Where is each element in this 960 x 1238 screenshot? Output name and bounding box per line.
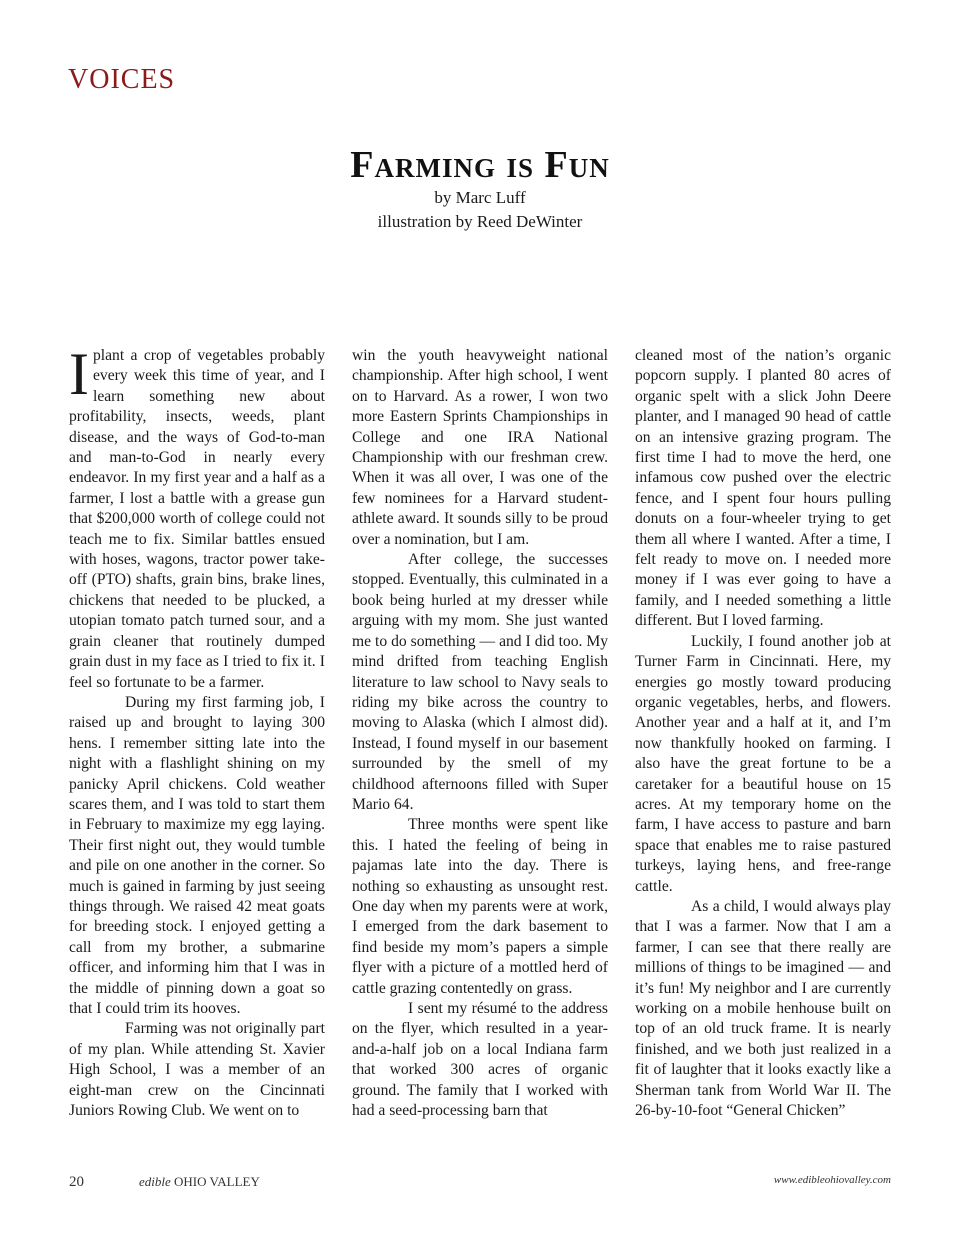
author-byline: by Marc Luff: [434, 188, 526, 207]
illustration-credit: illustration by Reed DeWinter: [377, 212, 583, 231]
paragraph: During my first farming job, I raised up and brought to laying 300 hens. I remember sitting late into the night with a flashlight shining on my panicky April chickens. Cold weather scares them, and I was told to start them in February to maximize my egg laying. Their first night out, they would tumble and pile on one another in the corner. So much is gained in farming by just seeing things through. We raised 42 meat goats for breeding stock. I enjoyed getting a call from my brother, a submarine officer, and informing him that I was in the middle of pinning down a goat so that I could trim its hooves.: [69, 693, 325, 1017]
column-1: [69, 341, 325, 1166]
paragraph: win the youth heavyweight national championship. After high school, I went on to Harvard. As a rower, I won two more Eastern Sprints Championships in College and one IRA National Championship with our freshman crew. When it was all over, I was one of the few nominees for a Harvard student-athlete award. It sounds silly to be proud over a nomination, but I am.: [352, 347, 608, 548]
article-title: Farming is Fun: [350, 144, 610, 186]
magazine-name-rest: OHIO VALLEY: [174, 1174, 260, 1189]
drop-cap: I: [69, 341, 89, 407]
section-label: VOICES: [68, 64, 176, 95]
paragraph: I sent my résumé to the address on the flyer, which resulted in a year-and-a-half job on a local Indiana farm that worked 300 acres of organic ground. The family that I worked with had a seed-processing barn that: [352, 1000, 608, 1120]
magazine-name: [139, 1174, 260, 1190]
column-3: [635, 346, 891, 1166]
paragraph: As a child, I would always play that I was a farmer. Now that I am a farmer, I can see that there really are millions of things to be imagined — and it’s fun! My neighbor and I are currently working on a mobile henhouse built on top of an old truck frame. It is nearly finished, and we both just realized in a fit of laughter that it looks exactly like a Sherman tank from World War II. The 26-by-10-foot “General Chicken”: [635, 897, 891, 1120]
magazine-name-italic: edible: [139, 1174, 171, 1189]
article-header: [0, 144, 960, 234]
paragraph: plant a crop of vegetables probably every week this time of year, and I learn something new about profitability, insects, weeds, plant disease, and the ways of God-to-man and man-to-God in nearly every endeavor. In my first year and a half as a farmer, I lost a battle with a grease gun that $200,000 worth of college could not teach me to fix. Similar battles ensued with hoses, wagons, tractor power take-off (PTO) shafts, grain bins, brake lines, chickens that needed to be plucked, a utopian tomato patch turned sour, and a grain cleaner that routinely dumped grain dust in my face as I tried to fix it. I feel so fortunate to be a farmer.: [69, 347, 325, 691]
paragraph: Farming was not originally part of my plan. While attending St. Xavier High School, I was a member of an eight-man crew on the Cincinnati Juniors Rowing Club. We went on to: [69, 1020, 325, 1120]
website-url[interactable]: www.edibleohiovalley.com: [773, 1174, 891, 1186]
article-body: [69, 341, 891, 1166]
page-footer: [69, 1174, 891, 1194]
paragraph: cleaned most of the nation’s organic popcorn supply. I planted 80 acres of organic spelt with a slick John Deere planter, and I managed 90 head of cattle on an intensive grazing program. The first time I had to move the herd, one infamous cow pushed over the electric fence, and I spent four hours pulling donuts on a four-wheeler trying to get them all where I wanted. After a time, I felt ready to move on. I needed more money if I was ever going to have a family, and I needed something a little different. But I loved farming.: [635, 347, 891, 630]
column-2: [352, 346, 608, 1166]
paragraph: Three months were spent like this. I hated the feeling of being in pajamas late into the day. There is nothing so exhausting as unsought rest. One day when my parents were at work, I emerged from the dark basement to find beside my mom’s papers a simple flyer with a picture of a mottled herd of cattle grazing contentedly on grass.: [352, 816, 608, 997]
page-number: 20: [69, 1174, 84, 1190]
paragraph: Luckily, I found another job at Turner Farm in Cincinnati. Here, my energies go mostly toward producing organic vegetables, herbs, and flowers. Another year and a half at it, and I’m now thankfully hooked on farming. I also have the great fortune to be a caretaker for a beautiful house on 15 acres. At my temporary home on the farm, I have access to pasture and barn space that enables me to raise pastured turkeys, laying hens, and free-range cattle.: [635, 632, 891, 895]
paragraph: After college, the successes stopped. Eventually, this culminated in a book being hurled at my dresser while arguing with my mom. She just wanted me to do something — and I did too. My mind drifted from teaching English literature to law school to Navy seals to riding my bike across the country to moving to Alaska (which I almost did). Instead, I found myself in our basement surrounded by the smell of my childhood afternoons filled with Super Mario 64.: [352, 551, 608, 813]
